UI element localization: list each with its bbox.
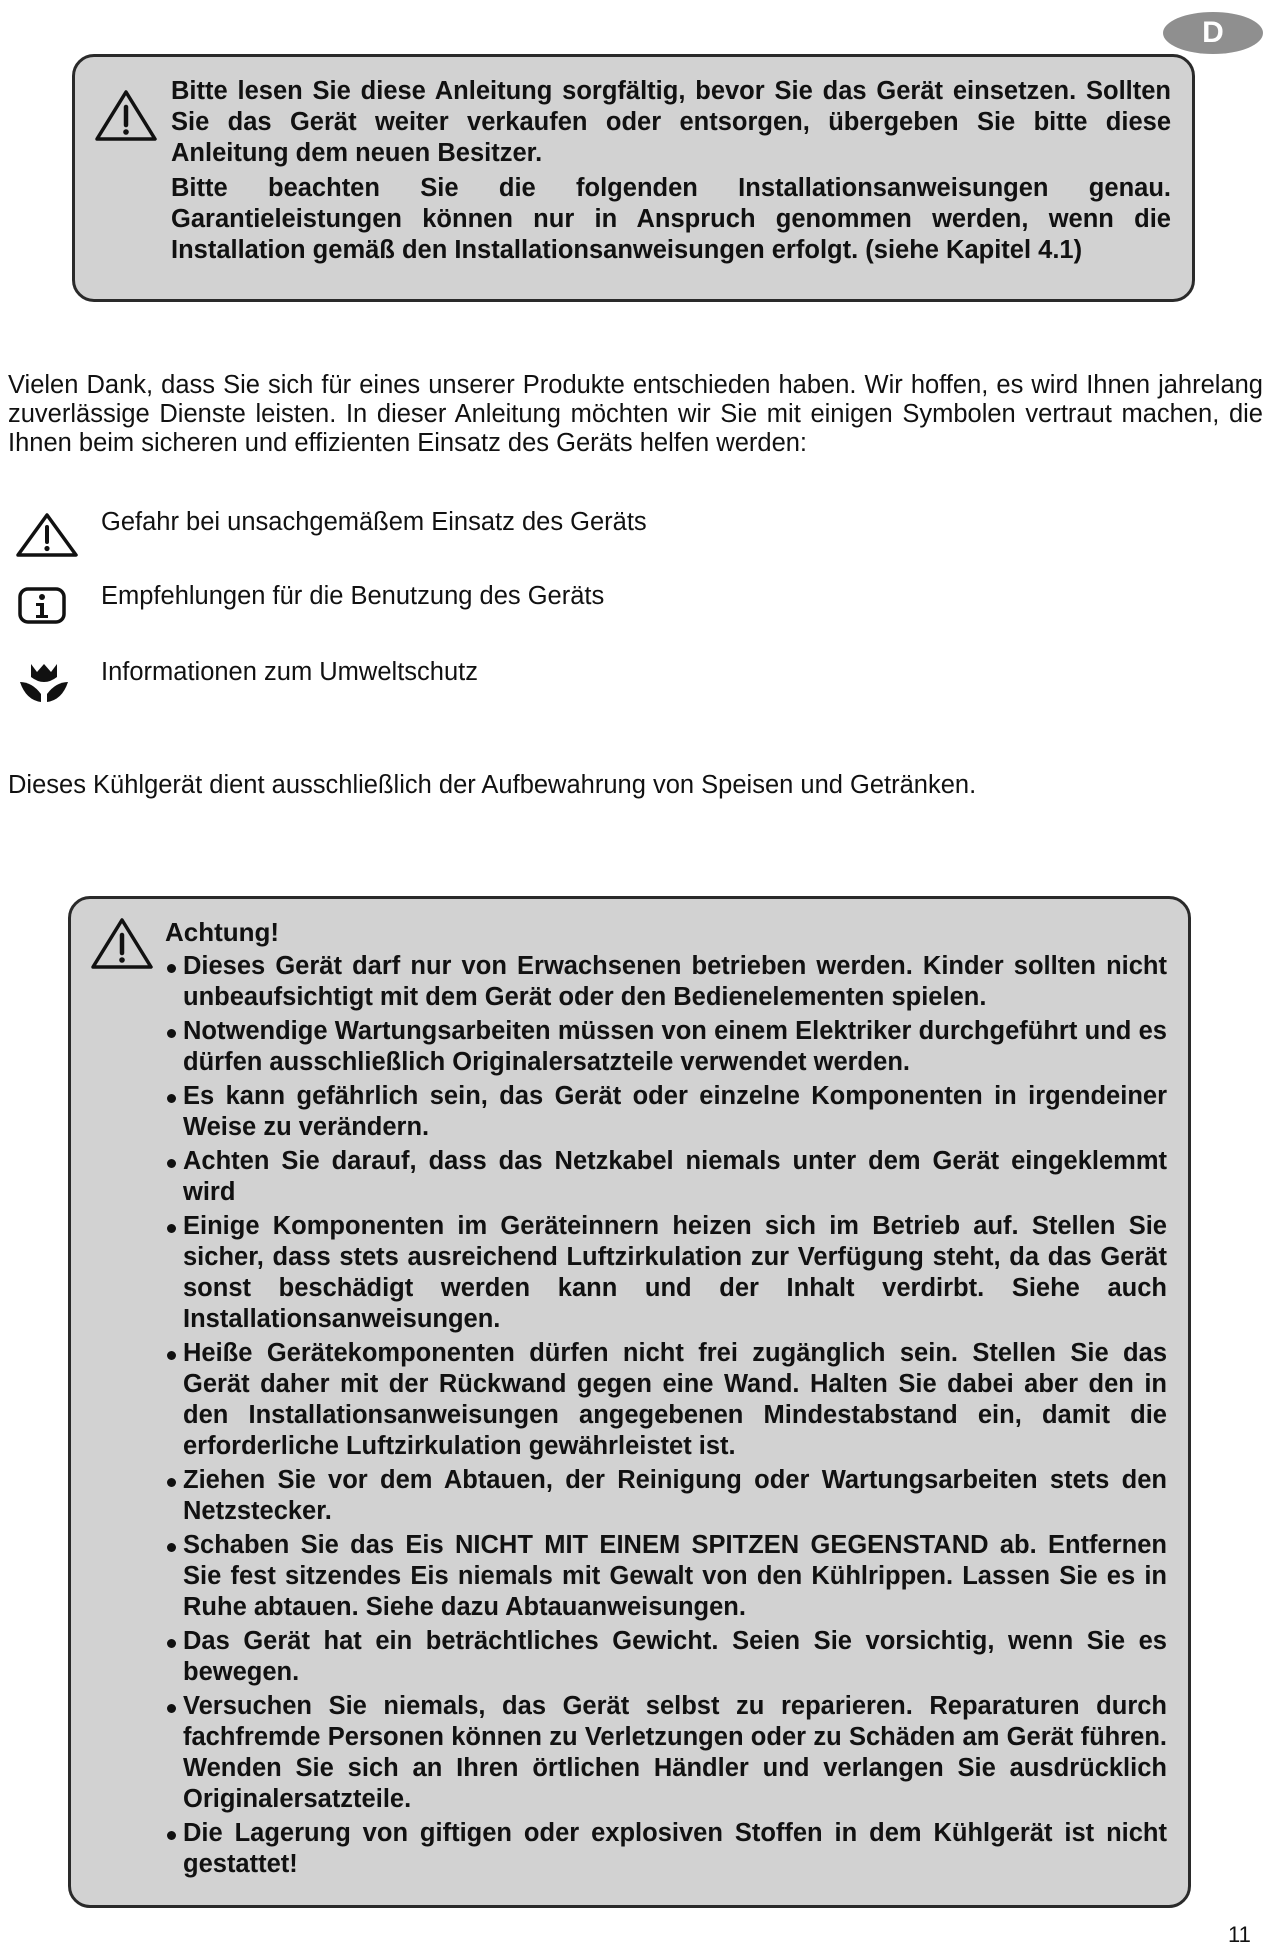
legend-item-info <box>0 578 900 638</box>
notice-paragraph: Bitte beachten Sie die folgenden Installationsanweisungen genau. Garantieleistungen können nur in Anspruch genommen werden, wenn die Installation gemäß den Installationsanweisungen erfolgt. (siehe Kapitel 4.1) <box>171 174 1171 264</box>
warning-item: Notwendige Wartungsarbeiten müssen von einem Elektriker durchgeführt und es dürfen ausschließlich Originalersatzteile verwendet werden. <box>167 1016 1167 1078</box>
warning-triangle-icon <box>14 512 80 563</box>
intro-text: Vielen Dank, dass Sie sich für eines unserer Produkte entschieden haben. Wir hoffen, es wird Ihnen jahrelang zuverlässige Dienste leisten. In dieser Anleitung möchten wir Sie mit einigen Symbolen vertraut machen, die Ihnen beim sicheren und effizienten Einsatz des Geräts helfen werden: <box>8 371 1263 457</box>
warning-item: Es kann gefährlich sein, das Gerät oder einzelne Komponenten in irgendeiner Weise zu verändern. <box>167 1081 1167 1143</box>
warning-item: Heiße Gerätekomponenten dürfen nicht frei zugänglich sein. Stellen Sie das Gerät daher mit der Rückwand gegen eine Wand. Halten Sie dabei aber den in den Installationsanweisungen angegebenen Mindestabstand ein, damit die erforderliche Luftzirkulation gewährleistet ist. <box>167 1338 1167 1462</box>
info-icon <box>14 586 70 631</box>
warning-item: Ziehen Sie vor dem Abtauen, der Reinigung oder Wartungsarbeiten stets den Netzstecker. <box>167 1465 1167 1527</box>
legend-item-warning <box>0 504 900 564</box>
warning-triangle-icon <box>89 915 155 976</box>
page-number: 11 <box>1228 1922 1251 1947</box>
warning-item: Schaben Sie das Eis NICHT MIT EINEM SPITZEN GEGENSTAND ab. Entfernen Sie fest sitzendes Eis niemals mit Gewalt von den Kühlrippen. Lassen Sie es in Ruhe abtauen. Siehe dazu Abtauanweisungen. <box>167 1530 1167 1623</box>
legend-label: Gefahr bei unsachgemäßem Einsatz des Geräts <box>101 508 647 536</box>
warning-item: Dieses Gerät darf nur von Erwachsenen betrieben werden. Kinder sollten nicht unbeaufsichtigt mit dem Gerät oder den Bedienelementen spielen. <box>167 951 1167 1013</box>
purpose-text: Dieses Kühlgerät dient ausschließlich der Aufbewahrung von Speisen und Getränken. <box>8 771 977 799</box>
warning-item: Die Lagerung von giftigen oder explosiven Stoffen in dem Kühlgerät ist nicht gestattet! <box>167 1818 1167 1880</box>
warning-item: Versuchen Sie niemals, das Gerät selbst zu reparieren. Reparaturen durch fachfremde Personen können zu Verletzungen oder zu Schäden am Gerät führen. Wenden Sie sich an Ihren örtlichen Händler und verlangen Sie ausdrücklich Originalersatzteile. <box>167 1691 1167 1815</box>
warning-item: Einige Komponenten im Geräteinnern heizen sich im Betrieb auf. Stellen Sie sicher, dass stets ausreichend Luftzirkulation zur Verfügung steht, da das Gerät sonst beschädigt werden kann und der Inhalt verdirbt. Siehe auch Installationsanweisungen. <box>167 1211 1167 1335</box>
notice-text <box>171 76 1171 270</box>
warning-item: Das Gerät hat ein beträchtliches Gewicht. Seien Sie vorsichtig, wenn Sie es bewegen. <box>167 1626 1167 1688</box>
legend-label: Informationen zum Umweltschutz <box>101 658 478 686</box>
warning-list <box>167 951 1167 1883</box>
language-badge: D <box>1163 12 1263 54</box>
legend-label: Empfehlungen für die Benutzung des Geräts <box>101 582 605 610</box>
warning-item: Achten Sie darauf, dass das Netzkabel niemals unter dem Gerät eingeklemmt wird <box>167 1146 1167 1208</box>
legend-item-environment <box>0 654 900 714</box>
notice-box <box>72 54 1195 302</box>
warning-box <box>68 896 1191 1908</box>
leaf-icon <box>14 660 74 709</box>
warning-triangle-icon <box>93 87 159 148</box>
warning-heading: Achtung! <box>165 917 280 947</box>
notice-paragraph: Bitte lesen Sie diese Anleitung sorgfältig, bevor Sie das Gerät einsetzen. Sollten Sie das Gerät weiter verkaufen oder entsorgen, übergeben Sie bitte diese Anleitung dem neuen Besitzer. <box>171 77 1171 167</box>
